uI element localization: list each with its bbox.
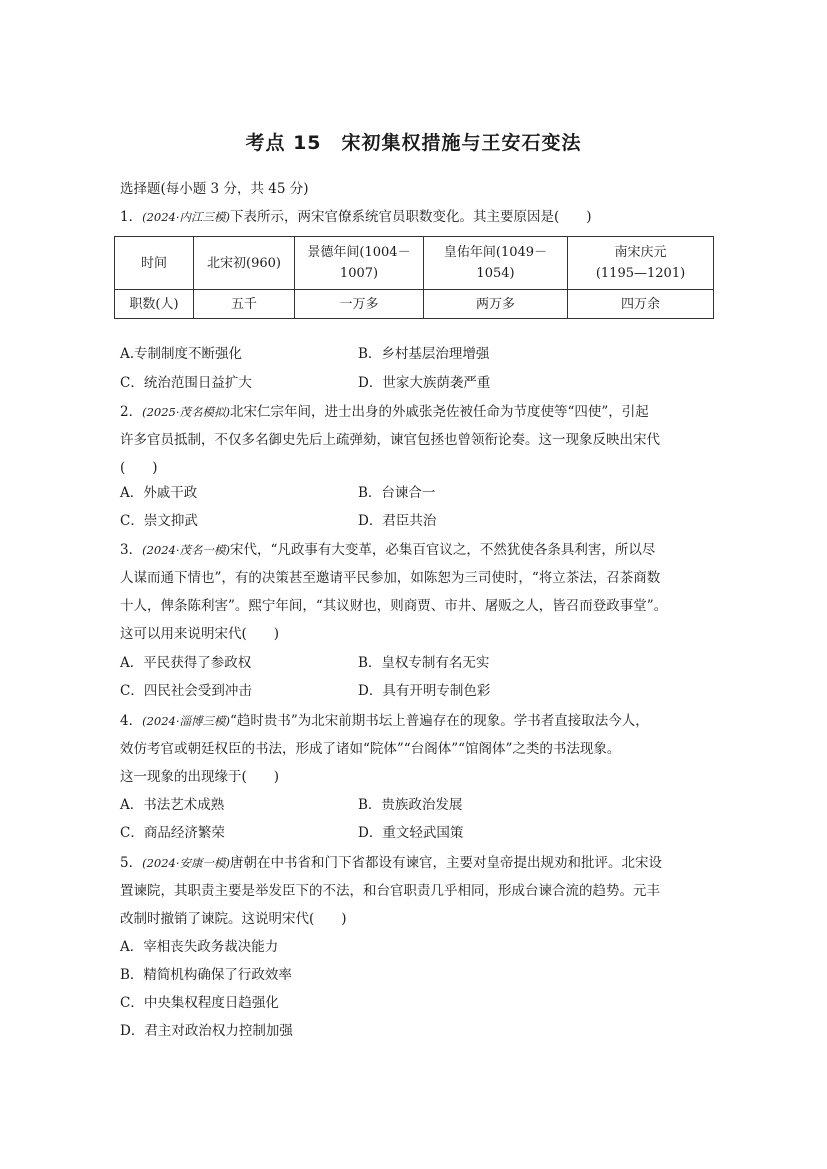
table-cell: 职数(人) [115, 290, 194, 319]
question-source: (2024·安康一模) [142, 856, 230, 870]
question-source: (2025·茂名模拟) [142, 405, 230, 419]
table-cell: 皇佑年间(1049－ 1054) [424, 237, 568, 290]
option-a: A．外戚干政 [120, 485, 198, 501]
table-cell: 南宋庆元 (1195—1201) [568, 237, 714, 290]
question-1-stem [120, 208, 592, 226]
question-text: 唐朝在中书省和门下省都设有谏官，主要对皇帝提出规劝和批评。北宋设 [230, 855, 662, 871]
option-d: D．世家大族荫袭严重 [358, 375, 491, 391]
table-row [115, 290, 714, 319]
question-text: 下表所示，两宋官僚系统官员职数变化。其主要原因是( ) [230, 209, 592, 225]
option-a: A．平民获得了参政权 [120, 655, 252, 671]
table-cell: 景德年间(1004－ 1007) [295, 237, 424, 290]
option-a: A.专制制度不断强化 [120, 346, 243, 362]
option-b: B．贵族政治发展 [358, 797, 463, 813]
option-c: C．统治范围日益扩大 [120, 375, 252, 391]
question-5-line: 置谏院，其职责主要是举发臣下的不法，和台官职责几乎相同，形成台谏合流的趋势。元丰 [120, 883, 660, 899]
option-d: D．具有开明专制色彩 [358, 683, 491, 699]
table-cell: 北宋初(960) [194, 237, 295, 290]
option-d: D．君主对政治权力控制加强 [120, 1023, 293, 1039]
option-d: D．重文轻武国策 [358, 825, 464, 841]
question-2-line [120, 403, 649, 421]
option-c: C．四民社会受到冲击 [120, 683, 252, 699]
question-3-line: 十人，俾条陈利害”。熙宁年间，“其议财也，则商贾、市井、屠贩之人，皆召而登政事堂”。 [120, 598, 668, 614]
option-a: A．书法艺术成熟 [120, 797, 225, 813]
option-b: B．精简机构确保了行政效率 [120, 967, 292, 983]
table-cell: 两万多 [424, 290, 568, 319]
option-c: C．商品经济繁荣 [120, 825, 225, 841]
question-text: 北宋仁宗年间，进士出身的外戚张尧佐被任命为节度使等“四使”，引起 [230, 404, 649, 420]
question-number: 5． [120, 855, 143, 871]
question-number: 4． [120, 713, 143, 729]
table-header-row [115, 237, 714, 290]
question-source: (2024·淄博三模) [142, 714, 230, 728]
table-cell: 时间 [115, 237, 194, 290]
option-a: A．宰相丧失政务裁决能力 [120, 939, 279, 955]
question-number: 1． [120, 209, 143, 225]
question-2-line: ( ) [120, 460, 158, 476]
question-4-line [120, 712, 649, 730]
table-cell: 五千 [194, 290, 295, 319]
section-heading: 选择题(每小题 3 分，共 45 分) [120, 181, 309, 197]
table-cell: 四万余 [568, 290, 714, 319]
question-text: “趋时贵书”为北宋前期书坛上普遍存在的现象。学书者直接取法今人， [230, 713, 649, 729]
option-b: B．乡村基层治理增强 [358, 346, 490, 362]
page-title: 考点 15 宋初集权措施与王安石变法 [245, 132, 582, 154]
question-4-line: 这一现象的出现缘于( ) [120, 769, 280, 785]
option-d: D．君臣共治 [358, 513, 437, 529]
question-2-line: 许多官员抵制，不仅多名御史先后上疏弹劾，谏官包拯也曾领衔论奏。这一现象反映出宋代 [120, 432, 660, 448]
question-source: (2024·茂名一模) [142, 543, 230, 557]
question-4-line: 效仿考官或朝廷权臣的书法，形成了诸如“院体”“台阁体”“馆阁体”之类的书法现象。 [120, 741, 621, 757]
option-b: B．皇权专制有名无实 [358, 655, 490, 671]
question-5-line [120, 854, 662, 872]
option-c: C．中央集权程度日趋强化 [120, 995, 279, 1011]
question-source: (2024·内江三模) [142, 210, 230, 224]
table-cell: 一万多 [295, 290, 424, 319]
option-c: C．崇文抑武 [120, 513, 198, 529]
question-text: 宋代，“凡政事有大变革，必集百官议之，不然犹使各条具利害，所以尽 [230, 542, 656, 558]
question-3-line: 这可以用来说明宋代( ) [120, 626, 280, 642]
option-b: B．台谏合一 [358, 485, 436, 501]
question-3-line: 人谋而通下情也”，有的决策甚至邀请平民参加，如陈恕为三司使时，“将立茶法，召茶商数 [120, 570, 661, 586]
question-number: 2． [120, 404, 143, 420]
official-count-table [114, 236, 714, 319]
question-5-line: 改制时撤销了谏院。这说明宋代( ) [120, 911, 347, 927]
question-3-line [120, 541, 655, 559]
question-number: 3． [120, 542, 143, 558]
